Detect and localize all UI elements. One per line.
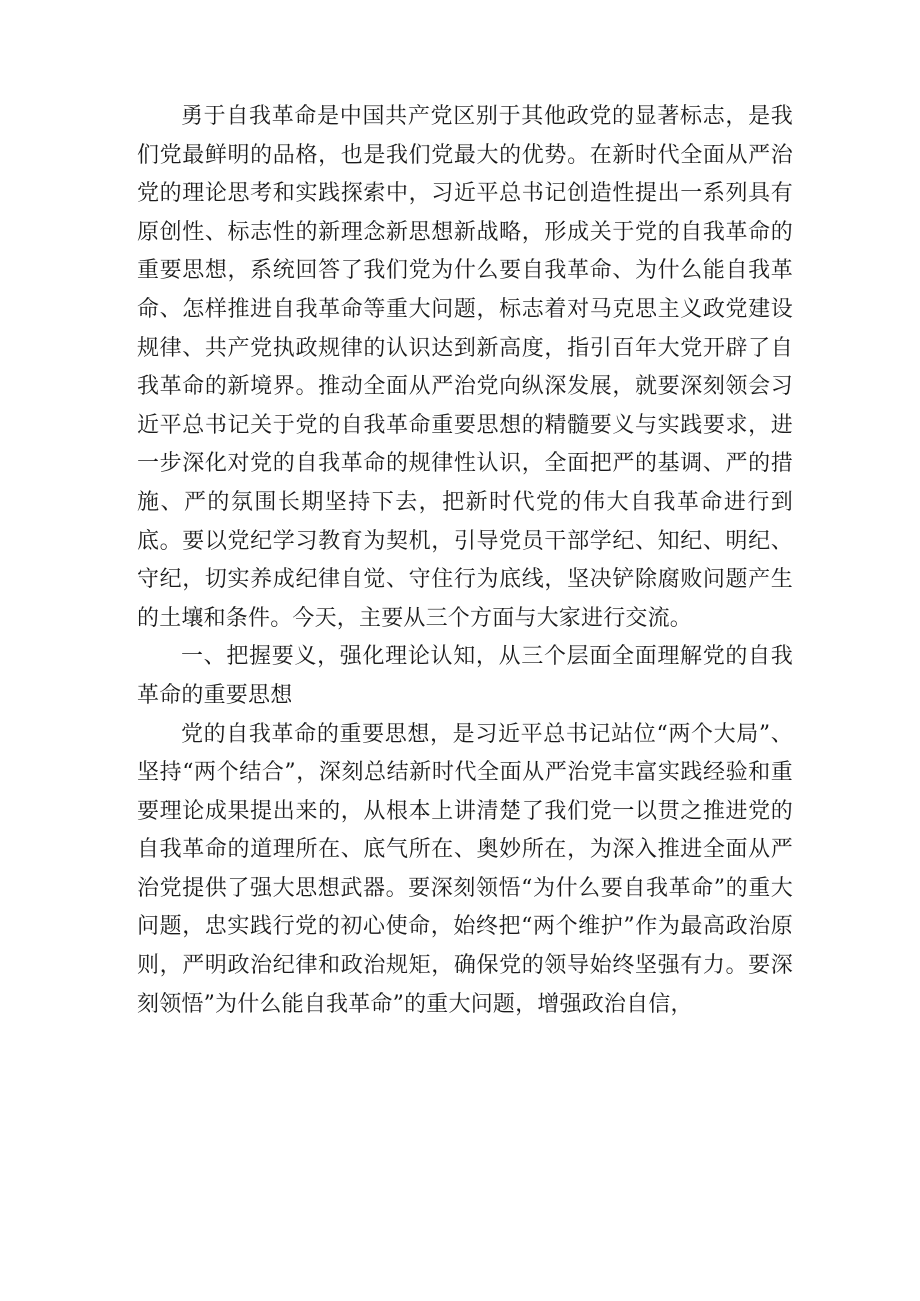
section-1-paragraph: 党的自我革命的重要思想，是习近平总书记站位“两个大局”、坚持“两个结合”，深刻总结新时代全面从严治党丰富实践经验和重要理论成果提出来的，从根本上讲清楚了我们党一以贯之推进党的自我革命的道理所在、底气所在、奥妙所在，为深入推进全面从严治党提供了强大思想武器。要深刻领悟“为什么要自我革命”的重大问题，忠实践行党的初心使命，始终把“两个维护”作为最高政治原则，严明政治纪律和政治规矩，确保党的领导始终坚强有力。要深刻领悟”为什么能自我革命”的重大问题，增强政治自信，	[137, 721, 793, 1017]
section-heading-1: 一、把握要义，强化理论认知，从三个层面全面理解党的自我革命的重要思想	[137, 644, 793, 708]
document-body	[137, 98, 793, 1024]
intro-paragraph: 勇于自我革命是中国共产党区别于其他政党的显著标志，是我们党最鲜明的品格，也是我们党最大的优势。在新时代全面从严治党的理论思考和实践探索中，习近平总书记创造性提出一系列具有原创性、标志性的新理念新思想新战略，形成关于党的自我革命的重要思想，系统回答了我们党为什么要自我革命、为什么能自我革命、怎样推进自我革命等重大问题，标志着对马克思主义政党建设规律、共产党执政规律的认识达到新高度，指引百年大党开辟了自我革命的新境界。推动全面从严治党向纵深发展，就要深刻领会习近平总书记关于党的自我革命重要思想的精髓要义与实践要求，进一步深化对党的自我革命的规律性认识，全面把严的基调、严的措施、严的氛围长期坚持下去，把新时代党的伟大自我革命进行到底。要以党纪学习教育为契机，引导党员干部学纪、知纪、明纪、守纪，切实养成纪律自觉、守住行为底线，坚决铲除腐败问题产生的土壤和条件。今天，主要从三个方面与大家进行交流。	[137, 104, 793, 631]
